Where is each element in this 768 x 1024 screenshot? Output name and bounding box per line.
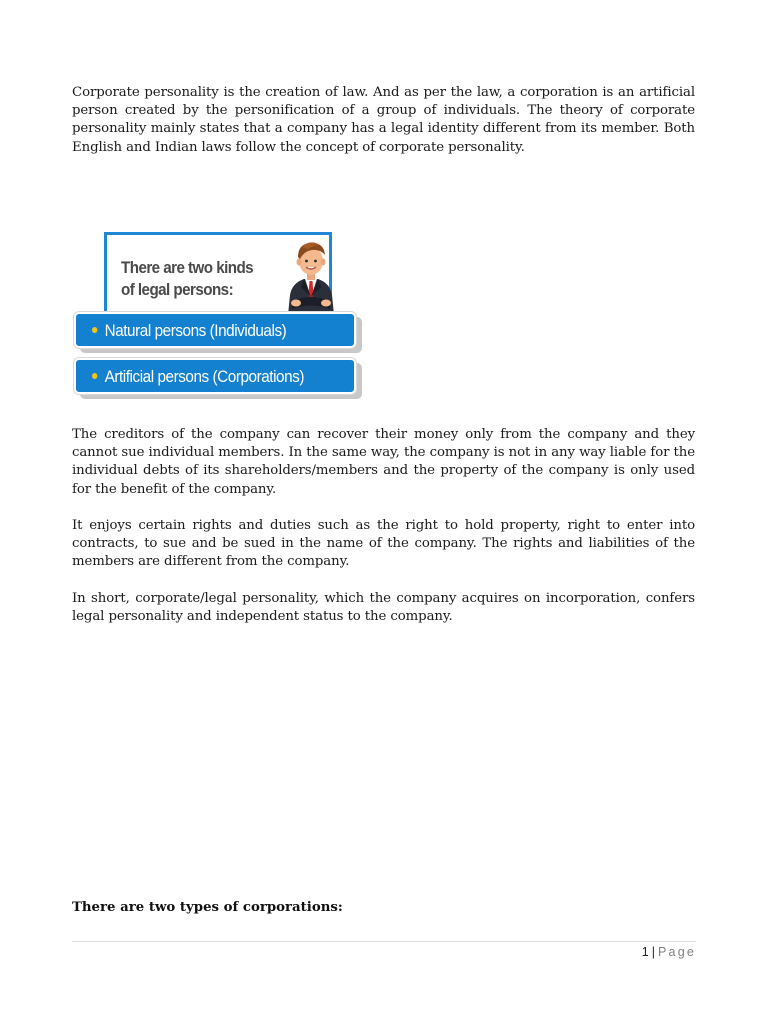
page-label: Page <box>658 945 696 959</box>
natural-persons-item <box>74 312 356 348</box>
businessman-icon <box>284 239 338 315</box>
infographic-heading <box>121 257 259 301</box>
footer-divider <box>72 941 696 942</box>
infographic-heading-box <box>104 232 332 312</box>
section-heading-types-of-corporations: There are two types of corporations: <box>72 900 343 915</box>
paragraph-rights-duties: It enjoys certain rights and duties such as the right to hold property, right to enter into contracts, to sue and be sued in the name of the company. The rights and liabilities of the members are different from the company. <box>72 518 695 570</box>
footer-separator: | <box>651 945 655 959</box>
artificial-persons-item <box>74 358 356 394</box>
paragraph-summary: In short, corporate/legal personality, which the company acquires on incorporation, confers legal personality and independent status to the company. <box>72 591 695 625</box>
bullet-icon <box>92 327 97 333</box>
page-footer <box>642 944 696 960</box>
paragraph-creditors: The creditors of the company can recover their money only from the company and they cannot sue individual members. In the same way, the company is not in any way liable for the individual debts of its shareholders/members and the property of the company is only used for the benefit of the company. <box>72 427 695 497</box>
natural-persons-label: Natural persons (Individuals) <box>92 320 286 342</box>
paragraph-corporate-personality: Corporate personality is the creation of law. And as per the law, a corporation is an artificial person created by the personification of a group of individuals. The theory of corporate personality mainly states that a company has a legal identity different from its member. Both English and Indian laws follow the concept of corporate personality. <box>72 85 695 155</box>
page-number: 1 <box>641 945 649 959</box>
legal-persons-infographic <box>74 230 374 405</box>
artificial-persons-label: Artificial persons (Corporations) <box>92 366 304 388</box>
infographic-heading-line-2: of legal persons: <box>121 281 234 299</box>
infographic-heading-line-1: There are two kinds <box>121 259 254 277</box>
bullet-icon <box>92 373 97 379</box>
